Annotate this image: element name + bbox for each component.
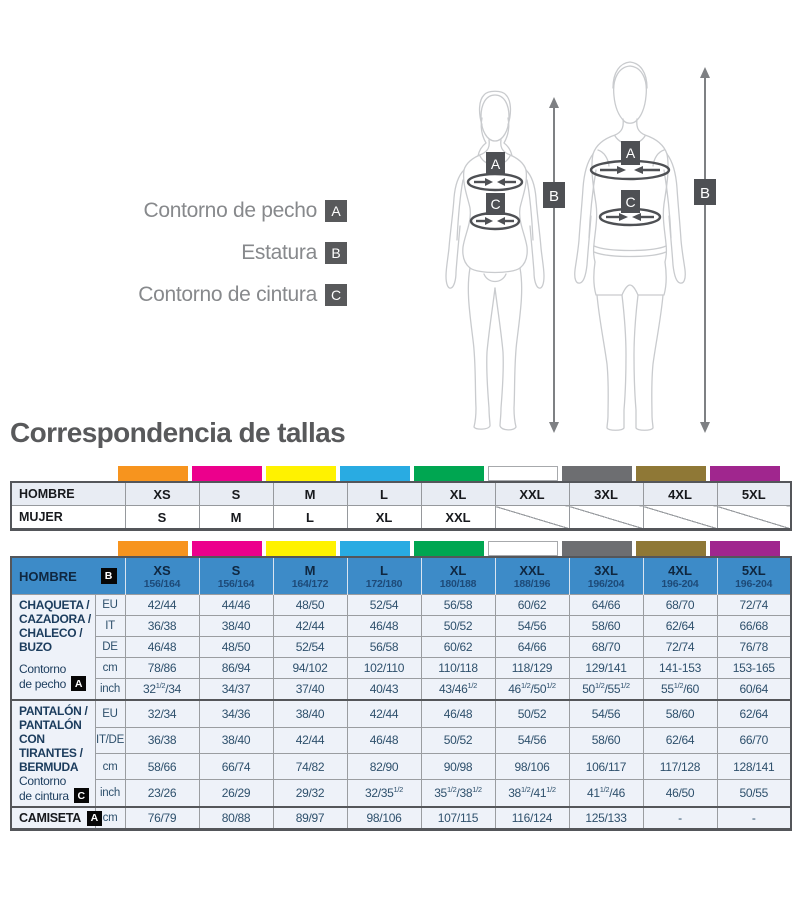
- value-cell: 34/37: [199, 679, 273, 701]
- column-height-range: 180/188: [439, 577, 477, 590]
- value-cell: 118/129: [495, 658, 569, 679]
- column-size-label: 3XL: [594, 562, 618, 578]
- column-header: [569, 557, 643, 595]
- measure-line: Contorno: [19, 662, 66, 676]
- value-cell: $35^{1/2}/38^{1/2}$: [421, 780, 495, 807]
- value-cell: 129/141: [569, 658, 643, 679]
- size-cell: 4XL: [643, 482, 717, 506]
- row-group-label: [11, 700, 95, 807]
- table-row: [11, 616, 791, 637]
- value-cell: 54/56: [569, 700, 643, 727]
- value-cell: 102/110: [347, 658, 421, 679]
- value-cell: 34/36: [199, 700, 273, 727]
- value-cell: $32^{1/2}/34$: [125, 679, 199, 701]
- group-measure-label: [19, 662, 92, 691]
- size-color-bars: [116, 539, 800, 556]
- value-cell: 98/106: [495, 753, 569, 779]
- value-cell: 46/48: [421, 700, 495, 727]
- value-cell: 106/117: [569, 753, 643, 779]
- column-size-label: XXL: [519, 562, 545, 578]
- size-cell: S: [199, 482, 273, 506]
- size-color-bar: [636, 466, 706, 481]
- column-header: [273, 557, 347, 595]
- value-cell: 60/64: [717, 679, 791, 701]
- table-row: [11, 506, 791, 530]
- group-label-line: BERMUDA: [19, 760, 79, 774]
- size-color-bar: [118, 466, 188, 481]
- column-header: [199, 557, 273, 595]
- size-color-bar: [118, 541, 188, 556]
- value-cell: 89/97: [273, 807, 347, 830]
- value-cell: 72/74: [717, 595, 791, 616]
- unit-cell: EU: [95, 595, 125, 616]
- value-cell: 153-165: [717, 658, 791, 679]
- value-cell: 116/124: [495, 807, 569, 830]
- column-height-range: 156/164: [217, 577, 255, 590]
- column-height-range: 188/196: [513, 577, 551, 590]
- size-table: [10, 556, 792, 831]
- size-cell: XXL: [495, 482, 569, 506]
- value-cell: 78/86: [125, 658, 199, 679]
- size-color-bar-cell: [560, 541, 634, 556]
- legend-height-label: Estatura: [241, 241, 317, 264]
- letter-box-b: B: [325, 242, 347, 264]
- value-cell: -: [717, 807, 791, 830]
- size-cell: XXL: [421, 506, 495, 530]
- size-cell: M: [199, 506, 273, 530]
- size-color-bar: [266, 541, 336, 556]
- value-cell: 32/34: [125, 700, 199, 727]
- value-cell: 98/106: [347, 807, 421, 830]
- value-cell: $50^{1/2}/55^{1/2}$: [569, 679, 643, 701]
- value-cell: 60/62: [495, 595, 569, 616]
- size-color-bar: [414, 466, 484, 481]
- value-cell: 62/64: [643, 727, 717, 753]
- svg-text:B: B: [699, 185, 711, 202]
- svg-text:C: C: [625, 194, 636, 210]
- size-cell: L: [273, 506, 347, 530]
- size-color-bar-cell: [190, 541, 264, 556]
- legend-waist-label: Contorno de cintura: [138, 283, 317, 306]
- value-cell: 56/58: [421, 595, 495, 616]
- value-cell: 125/133: [569, 807, 643, 830]
- group-label-line: CHALECO /: [19, 626, 83, 640]
- column-size-label: L: [380, 562, 388, 578]
- value-cell: 42/44: [347, 700, 421, 727]
- value-cell: 62/64: [717, 700, 791, 727]
- value-cell: 46/48: [125, 637, 199, 658]
- letter-box-a: A: [87, 811, 102, 826]
- size-color-bar-cell: [190, 466, 264, 481]
- table-row: [11, 595, 791, 616]
- value-cell: 26/29: [199, 780, 273, 807]
- unit-cell: cm: [95, 753, 125, 779]
- value-cell: 58/66: [125, 753, 199, 779]
- value-cell: 58/60: [643, 700, 717, 727]
- size-color-bar-cell: [412, 541, 486, 556]
- value-cell: 62/64: [643, 616, 717, 637]
- row-group-label: [11, 595, 95, 701]
- size-color-bar: [488, 466, 558, 481]
- unit-cell: cm: [95, 658, 125, 679]
- size-color-bar: [266, 466, 336, 481]
- value-cell: 42/44: [273, 727, 347, 753]
- camiseta-text: CAMISETA: [19, 811, 81, 825]
- table-row: [11, 700, 791, 727]
- size-table-header-row: [11, 557, 791, 595]
- female-chest-marker: [468, 152, 522, 190]
- unit-cell: DE: [95, 637, 125, 658]
- legend-height: [241, 241, 347, 265]
- group-label-line: CON TIRANTES /: [19, 732, 83, 760]
- table-row: [11, 637, 791, 658]
- value-cell: $41^{1/2}/46$: [569, 780, 643, 807]
- letter-box-c: C: [325, 284, 347, 306]
- male-height-arrow-icon: [694, 67, 716, 433]
- size-cell: XS: [125, 482, 199, 506]
- group-label-line: PANTALÓN /: [19, 704, 88, 718]
- value-cell: 58/60: [569, 616, 643, 637]
- group-label-line: BUZO: [19, 640, 52, 654]
- size-cell: 5XL: [717, 482, 791, 506]
- female-waist-marker: [471, 193, 519, 229]
- value-cell: 38/40: [273, 700, 347, 727]
- value-cell: 86/94: [199, 658, 273, 679]
- male-waist-marker: [600, 190, 660, 225]
- value-cell: $55^{1/2}/60$: [643, 679, 717, 701]
- value-cell: 29/32: [273, 780, 347, 807]
- value-cell: 38/40: [199, 727, 273, 753]
- size-color-bar: [414, 541, 484, 556]
- value-cell: 37/40: [273, 679, 347, 701]
- group-label-lines: [19, 704, 92, 774]
- measure-line: Contorno: [19, 774, 66, 788]
- table-row: [11, 727, 791, 753]
- value-cell: 58/60: [569, 727, 643, 753]
- size-cell: [643, 506, 717, 530]
- unit-cell: IT/DE: [95, 727, 125, 753]
- corner-label: HOMBRE: [19, 568, 77, 584]
- correspondence-table: [10, 481, 792, 531]
- column-header: [347, 557, 421, 595]
- table-row: [11, 679, 791, 701]
- value-cell: 94/102: [273, 658, 347, 679]
- column-size-label: 4XL: [668, 562, 692, 578]
- size-color-bar-cell: [116, 466, 190, 481]
- value-cell: 56/58: [347, 637, 421, 658]
- column-header: [125, 557, 199, 595]
- measure-letter-box: A: [71, 676, 86, 691]
- size-color-bar-cell: [338, 466, 412, 481]
- legend-chest: [143, 199, 347, 223]
- value-cell: 76/79: [125, 807, 199, 830]
- group-label-line: PANTALÓN: [19, 718, 82, 732]
- size-color-bars: [116, 464, 800, 481]
- svg-text:A: A: [490, 156, 501, 172]
- value-cell: 68/70: [569, 637, 643, 658]
- table-row: [11, 780, 791, 807]
- size-color-bar: [636, 541, 706, 556]
- value-cell: 36/38: [125, 727, 199, 753]
- male-figure: [575, 62, 716, 433]
- svg-text:B: B: [548, 188, 560, 205]
- value-cell: 128/141: [717, 753, 791, 779]
- value-cell: 74/82: [273, 753, 347, 779]
- size-cell: 3XL: [569, 482, 643, 506]
- value-cell: 110/118: [421, 658, 495, 679]
- size-cell: XL: [421, 482, 495, 506]
- size-color-bar-cell: [264, 466, 338, 481]
- value-cell: 64/66: [495, 637, 569, 658]
- value-cell: 52/54: [273, 637, 347, 658]
- value-cell: 38/40: [199, 616, 273, 637]
- unit-cell: inch: [95, 679, 125, 701]
- size-color-bar: [340, 541, 410, 556]
- value-cell: 23/26: [125, 780, 199, 807]
- value-cell: 50/55: [717, 780, 791, 807]
- value-cell: $38^{1/2}/41^{1/2}$: [495, 780, 569, 807]
- table-row: [11, 753, 791, 779]
- group-measure-label: [19, 774, 92, 803]
- size-cell: M: [273, 482, 347, 506]
- column-header: [717, 557, 791, 595]
- group-label-line: CAZADORA /: [19, 612, 91, 626]
- column-size-label: S: [231, 562, 241, 578]
- table-row: [11, 658, 791, 679]
- value-cell: 141-153: [643, 658, 717, 679]
- value-cell: 66/70: [717, 727, 791, 753]
- size-color-bar-cell: [708, 541, 782, 556]
- column-header: [495, 557, 569, 595]
- value-cell: $32/35^{1/2}$: [347, 780, 421, 807]
- size-color-bar: [340, 466, 410, 481]
- table-row: [11, 807, 791, 830]
- value-cell: 60/62: [421, 637, 495, 658]
- value-cell: 50/52: [421, 727, 495, 753]
- size-color-bar-cell: [634, 466, 708, 481]
- size-color-bar-cell: [412, 466, 486, 481]
- column-height-range: 196-204: [735, 577, 773, 590]
- size-cell: [717, 506, 791, 530]
- size-cell: XL: [347, 506, 421, 530]
- legend-waist: [138, 283, 347, 307]
- column-height-range: 164/172: [291, 577, 329, 590]
- value-cell: 90/98: [421, 753, 495, 779]
- size-color-bar: [710, 541, 780, 556]
- group-label-line: CHAQUETA /: [19, 598, 90, 612]
- size-color-bar-cell: [116, 541, 190, 556]
- value-cell: $43/46^{1/2}$: [421, 679, 495, 701]
- column-height-range: 172/180: [365, 577, 403, 590]
- size-color-bar-cell: [486, 466, 560, 481]
- letter-box-a: A: [325, 200, 347, 222]
- column-size-label: XL: [449, 562, 467, 578]
- value-cell: 80/88: [199, 807, 273, 830]
- measure-line: de pecho A: [19, 676, 92, 691]
- value-cell: 66/68: [717, 616, 791, 637]
- value-cell: 52/54: [347, 595, 421, 616]
- value-cell: 42/44: [273, 616, 347, 637]
- column-size-label: XS: [153, 562, 171, 578]
- value-cell: 64/66: [569, 595, 643, 616]
- value-cell: 68/70: [643, 595, 717, 616]
- value-cell: 46/50: [643, 780, 717, 807]
- value-cell: 117/128: [643, 753, 717, 779]
- value-cell: -: [643, 807, 717, 830]
- value-cell: 42/44: [125, 595, 199, 616]
- size-color-bar: [562, 541, 632, 556]
- value-cell: 46/48: [347, 616, 421, 637]
- size-color-bar: [192, 466, 262, 481]
- value-cell: 66/74: [199, 753, 273, 779]
- unit-cell: cm: [95, 807, 125, 830]
- measure-line: de cintura C: [19, 788, 92, 803]
- column-height-range: 196-204: [661, 577, 699, 590]
- value-cell: 107/115: [421, 807, 495, 830]
- value-cell: 44/46: [199, 595, 273, 616]
- value-cell: 72/74: [643, 637, 717, 658]
- value-cell: 40/43: [347, 679, 421, 701]
- unit-cell: inch: [95, 780, 125, 807]
- size-color-bar-cell: [634, 541, 708, 556]
- letter-box-b: B: [101, 568, 117, 584]
- size-color-bar-cell: [560, 466, 634, 481]
- group-label-lines: [19, 598, 92, 654]
- female-height-arrow-icon: [543, 97, 565, 433]
- size-color-bar: [710, 466, 780, 481]
- value-cell: 50/52: [495, 700, 569, 727]
- column-header: [643, 557, 717, 595]
- value-cell: 54/56: [495, 727, 569, 753]
- value-cell: $46^{1/2}/50^{1/2}$: [495, 679, 569, 701]
- column-size-label: 5XL: [741, 562, 766, 578]
- column-header: [421, 557, 495, 595]
- svg-text:A: A: [625, 145, 636, 161]
- row-label: [11, 807, 99, 830]
- size-color-bar-cell: [708, 466, 782, 481]
- page-title: Correspondencia de tallas: [10, 417, 346, 448]
- size-color-bar-cell: [338, 541, 412, 556]
- size-cell: [569, 506, 643, 530]
- column-size-label: M: [304, 562, 316, 578]
- size-color-bar-cell: [264, 541, 338, 556]
- value-cell: 76/78: [717, 637, 791, 658]
- value-cell: 48/50: [199, 637, 273, 658]
- value-cell: 36/38: [125, 616, 199, 637]
- value-cell: 50/52: [421, 616, 495, 637]
- size-table-corner-cell: [11, 557, 125, 595]
- size-color-bar: [488, 541, 558, 556]
- camiseta-label: [19, 811, 99, 826]
- svg-text:C: C: [490, 196, 501, 212]
- body-figures-illustration: [428, 53, 728, 438]
- unit-cell: EU: [95, 700, 125, 727]
- table-row: [11, 482, 791, 506]
- value-cell: 46/48: [347, 727, 421, 753]
- row-label: MUJER: [11, 506, 125, 530]
- male-chest-marker: [591, 141, 669, 179]
- row-label: HOMBRE: [11, 482, 125, 506]
- value-cell: 54/56: [495, 616, 569, 637]
- column-height-range: 196/204: [587, 577, 625, 590]
- female-figure: [446, 91, 565, 433]
- column-height-range: 156/164: [143, 577, 181, 590]
- size-color-bar: [562, 466, 632, 481]
- size-cell: S: [125, 506, 199, 530]
- value-cell: 82/90: [347, 753, 421, 779]
- unit-cell: IT: [95, 616, 125, 637]
- size-cell: L: [347, 482, 421, 506]
- legend-chest-label: Contorno de pecho: [143, 199, 317, 222]
- size-cell: [495, 506, 569, 530]
- value-cell: 48/50: [273, 595, 347, 616]
- size-color-bar: [192, 541, 262, 556]
- size-color-bar-cell: [486, 541, 560, 556]
- measure-letter-box: C: [74, 788, 89, 803]
